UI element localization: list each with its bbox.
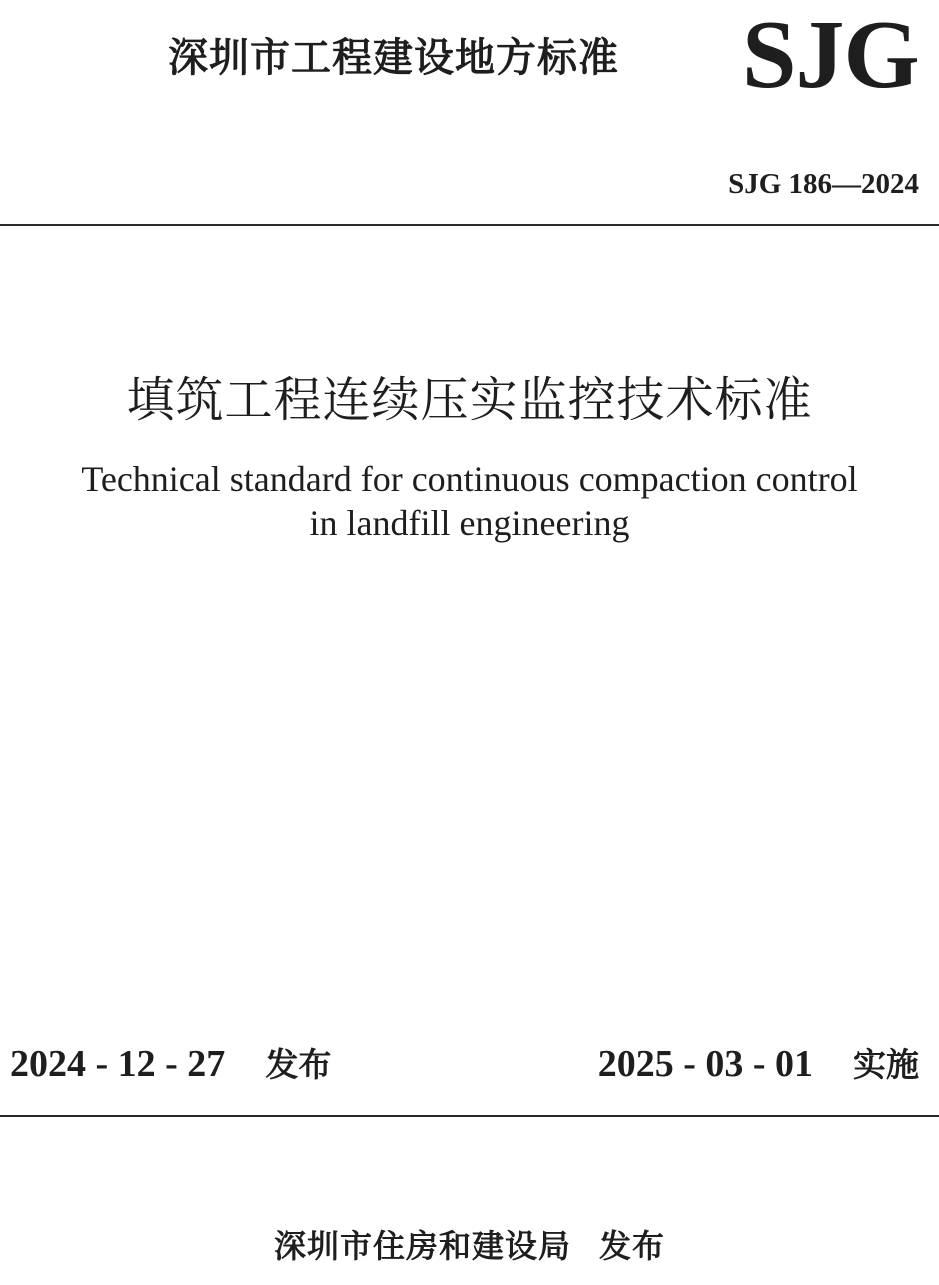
effective-label: 实施: [853, 1045, 919, 1084]
publisher-line: [0, 1227, 939, 1265]
standard-code: SJG 186—2024: [728, 168, 919, 200]
title-english-line2: in landfill engineering: [309, 503, 630, 543]
effective-date-block: [598, 1045, 919, 1083]
series-title: 深圳市工程建设地方标准: [168, 35, 619, 81]
title-english-line1: Technical standard for continuous compaction control: [81, 459, 858, 499]
sjg-logo: SJG: [742, 1, 919, 109]
publisher-name: 深圳市住房和建设局: [273, 1227, 571, 1265]
top-divider: [0, 224, 939, 226]
issue-date-block: [10, 1045, 331, 1083]
effective-date: 2025 - 03 - 01: [597, 1043, 813, 1085]
issue-date: 2024 - 12 - 27: [10, 1043, 226, 1085]
publisher-action: 发布: [599, 1227, 666, 1265]
title-chinese: 填筑工程连续压实监控技术标准: [126, 372, 813, 428]
issue-label: 发布: [265, 1045, 332, 1084]
bottom-divider: [0, 1115, 939, 1117]
